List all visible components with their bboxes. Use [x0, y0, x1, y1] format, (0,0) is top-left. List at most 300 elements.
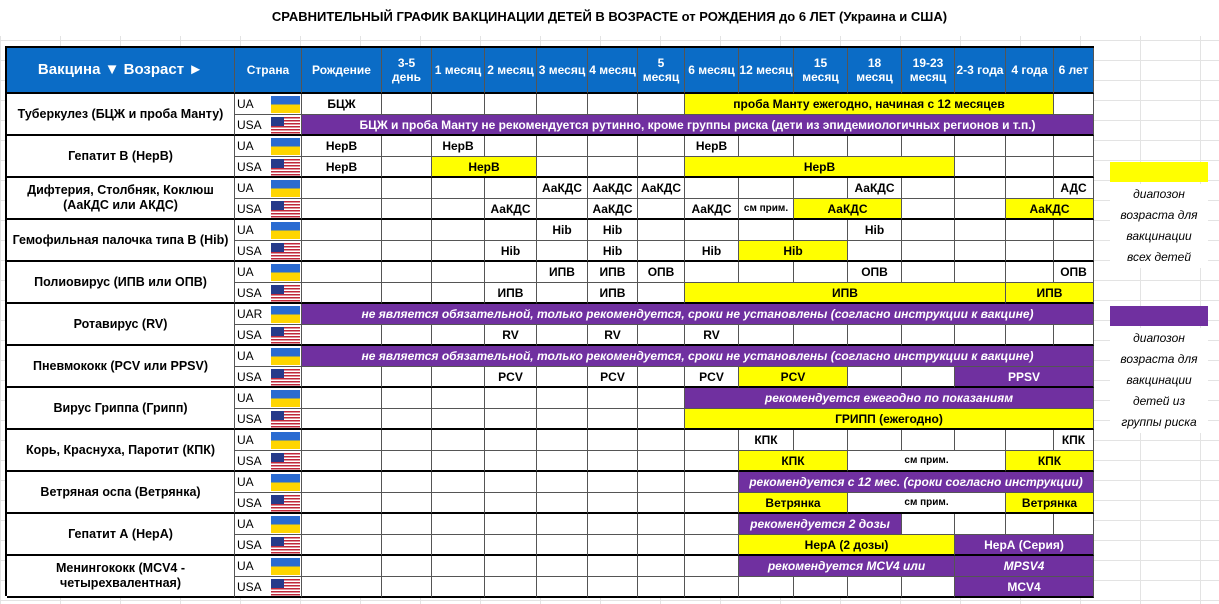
empty-cell — [955, 199, 1006, 220]
schedule-cell: БЦЖ и проба Манту не рекомендуется рутинно, кроме группы риска (дети из эпидемиологичных регионов и т.п.) — [302, 115, 1094, 136]
ukraine-flag-icon — [271, 390, 300, 407]
empty-cell — [588, 451, 638, 472]
empty-cell — [902, 136, 955, 157]
empty-cell — [1006, 178, 1054, 199]
usa-flag-icon — [271, 369, 300, 386]
empty-cell — [485, 535, 537, 556]
empty-cell — [685, 178, 739, 199]
age-header: 12 месяц — [739, 48, 794, 94]
empty-cell — [382, 367, 432, 388]
empty-cell — [685, 493, 739, 514]
schedule-cell: АаКДС — [685, 199, 739, 220]
empty-cell — [537, 535, 588, 556]
empty-cell — [302, 178, 382, 199]
age-header: 6 лет — [1054, 48, 1094, 94]
empty-cell — [302, 325, 382, 346]
empty-cell — [537, 325, 588, 346]
country-code: UA — [237, 139, 254, 153]
ukraine-flag-icon — [271, 306, 300, 323]
age-header: Рождение — [302, 48, 382, 94]
vaccine-name: Менингококк (MCV4 - четырехвалентная) — [7, 556, 235, 598]
legend-line: вакцинации — [1126, 373, 1192, 387]
schedule-cell: ОПВ — [1054, 262, 1094, 283]
schedule-cell: Hib — [848, 220, 902, 241]
vaccine-name: Ветряная оспа (Ветрянка) — [7, 472, 235, 514]
ukraine-flag-icon — [271, 180, 300, 197]
ukraine-flag-icon — [271, 432, 300, 449]
empty-cell — [432, 178, 485, 199]
empty-cell — [432, 472, 485, 493]
usa-flag-icon — [271, 411, 300, 428]
schedule-cell: не является обязательной, только рекомендуется, сроки не установлены (согласно инструкции к вакцине) — [302, 346, 1094, 367]
country-code: UAR — [237, 307, 263, 321]
empty-cell — [588, 136, 638, 157]
ukraine-flag-icon — [271, 348, 300, 365]
schedule-cell: рекомендуется 2 дозы — [739, 514, 902, 535]
empty-cell — [537, 577, 588, 598]
country-cell — [235, 157, 302, 178]
schedule-cell: КПК — [739, 430, 794, 451]
empty-cell — [537, 430, 588, 451]
empty-cell — [588, 514, 638, 535]
schedule-cell: рекомендуется ежегодно по показаниям — [685, 388, 1094, 409]
age-header: 4 месяц — [588, 48, 638, 94]
empty-cell — [537, 556, 588, 577]
country-code: USA — [237, 411, 262, 426]
empty-cell — [485, 262, 537, 283]
empty-cell — [382, 430, 432, 451]
empty-cell — [382, 577, 432, 598]
empty-cell — [432, 94, 485, 115]
empty-cell — [638, 535, 685, 556]
empty-cell — [485, 409, 537, 430]
country-cell — [235, 472, 302, 493]
empty-cell — [537, 514, 588, 535]
schedule-cell: НерВ — [432, 157, 537, 178]
legend-line: возраста для — [1120, 352, 1198, 366]
legend-line: возраста для — [1120, 208, 1198, 222]
empty-cell — [902, 241, 955, 262]
empty-cell — [1054, 220, 1094, 241]
legend-yellow-text — [1110, 184, 1208, 268]
schedule-cell: КПК — [1006, 451, 1094, 472]
empty-cell — [432, 556, 485, 577]
empty-cell — [955, 178, 1006, 199]
schedule-cell: Ветрянка — [739, 493, 848, 514]
empty-cell — [537, 367, 588, 388]
empty-cell — [685, 220, 739, 241]
country-cell — [235, 451, 302, 472]
empty-cell — [685, 577, 739, 598]
empty-cell — [485, 136, 537, 157]
vaccine-name: Дифтерия, Столбняк, Коклюш (АаКДС или АКДС) — [7, 178, 235, 220]
schedule-cell: АаКДС — [794, 199, 902, 220]
empty-cell — [432, 577, 485, 598]
empty-cell — [685, 535, 739, 556]
empty-cell — [382, 514, 432, 535]
empty-cell — [432, 325, 485, 346]
empty-cell — [537, 451, 588, 472]
empty-cell — [848, 325, 902, 346]
empty-cell — [848, 577, 902, 598]
empty-cell — [302, 577, 382, 598]
country-code: USA — [237, 327, 262, 342]
legend-purple-swatch — [1110, 306, 1208, 326]
empty-cell — [382, 220, 432, 241]
schedule-cell: MPSV4 — [955, 556, 1094, 577]
empty-cell — [1006, 157, 1054, 178]
empty-cell — [432, 451, 485, 472]
legend-purple-text — [1110, 328, 1208, 433]
empty-cell — [432, 493, 485, 514]
empty-cell — [432, 367, 485, 388]
empty-cell — [955, 430, 1006, 451]
country-code: USA — [237, 285, 262, 300]
ukraine-flag-icon — [271, 474, 300, 491]
schedule-cell: RV — [588, 325, 638, 346]
empty-cell — [794, 430, 848, 451]
empty-cell — [485, 430, 537, 451]
country-code: UA — [237, 265, 254, 279]
empty-cell — [302, 409, 382, 430]
empty-cell — [382, 409, 432, 430]
country-code: UA — [237, 517, 254, 531]
empty-cell — [794, 577, 848, 598]
empty-cell — [588, 556, 638, 577]
empty-cell — [955, 157, 1006, 178]
age-header: 15 месяц — [794, 48, 848, 94]
schedule-cell: PCV — [685, 367, 739, 388]
legend-line: всех детей — [1127, 250, 1191, 264]
empty-cell — [794, 178, 848, 199]
country-cell — [235, 199, 302, 220]
schedule-cell: ОПВ — [848, 262, 902, 283]
country-cell — [235, 136, 302, 157]
schedule-cell: PCV — [588, 367, 638, 388]
empty-cell — [382, 283, 432, 304]
usa-flag-icon — [271, 327, 300, 344]
empty-cell — [1006, 514, 1054, 535]
empty-cell — [382, 178, 432, 199]
age-header: 1 месяц — [432, 48, 485, 94]
empty-cell — [485, 451, 537, 472]
schedule-cell: КПК — [1054, 430, 1094, 451]
empty-cell — [537, 241, 588, 262]
schedule-cell: НерВ — [685, 157, 955, 178]
country-cell — [235, 220, 302, 241]
empty-cell — [1006, 430, 1054, 451]
country-cell — [235, 346, 302, 367]
usa-flag-icon — [271, 117, 300, 134]
empty-cell — [432, 262, 485, 283]
country-cell — [235, 178, 302, 199]
empty-cell — [302, 262, 382, 283]
empty-cell — [638, 94, 685, 115]
country-cell — [235, 430, 302, 451]
legend-line: диапозон — [1133, 331, 1185, 345]
age-header: 19-23 месяц — [902, 48, 955, 94]
empty-cell — [588, 94, 638, 115]
country-cell — [235, 283, 302, 304]
empty-cell — [955, 514, 1006, 535]
empty-cell — [588, 493, 638, 514]
usa-flag-icon — [271, 201, 300, 218]
empty-cell — [685, 451, 739, 472]
empty-cell — [1054, 157, 1094, 178]
empty-cell — [382, 262, 432, 283]
country-cell — [235, 514, 302, 535]
empty-cell — [382, 472, 432, 493]
ukraine-flag-icon — [271, 558, 300, 575]
country-cell — [235, 535, 302, 556]
empty-cell — [537, 199, 588, 220]
country-code: USA — [237, 453, 262, 468]
usa-flag-icon — [271, 579, 300, 596]
vaccine-name: Туберкулез (БЦЖ и проба Манту) — [7, 94, 235, 136]
empty-cell — [794, 262, 848, 283]
empty-cell — [302, 493, 382, 514]
schedule-cell: НерА (Серия) — [955, 535, 1094, 556]
empty-cell — [638, 388, 685, 409]
empty-cell — [955, 220, 1006, 241]
empty-cell — [537, 136, 588, 157]
empty-cell — [902, 220, 955, 241]
ukraine-flag-icon — [271, 96, 300, 113]
empty-cell — [432, 199, 485, 220]
empty-cell — [739, 220, 794, 241]
empty-cell — [432, 535, 485, 556]
country-code: UA — [237, 559, 254, 573]
empty-cell — [432, 430, 485, 451]
country-cell — [235, 94, 302, 115]
schedule-cell: ГРИПП (ежегодно) — [685, 409, 1094, 430]
empty-cell — [537, 388, 588, 409]
country-cell — [235, 493, 302, 514]
country-cell — [235, 262, 302, 283]
schedule-cell: ИПВ — [537, 262, 588, 283]
empty-cell — [1054, 94, 1094, 115]
empty-cell — [794, 136, 848, 157]
schedule-cell: см прим. — [848, 493, 1006, 514]
schedule-cell: рекомендуется MCV4 или — [739, 556, 955, 577]
vaccine-name: Пневмококк (PCV или PPSV) — [7, 346, 235, 388]
empty-cell — [588, 472, 638, 493]
empty-cell — [848, 430, 902, 451]
country-code: UA — [237, 391, 254, 405]
schedule-cell: Ветрянка — [1006, 493, 1094, 514]
age-header: 2-3 года — [955, 48, 1006, 94]
schedule-cell: БЦЖ — [302, 94, 382, 115]
schedule-cell: АаКДС — [485, 199, 537, 220]
empty-cell — [638, 220, 685, 241]
empty-cell — [739, 325, 794, 346]
schedule-cell: Hib — [485, 241, 537, 262]
empty-cell — [302, 430, 382, 451]
schedule-cell: MCV4 — [955, 577, 1094, 598]
empty-cell — [485, 220, 537, 241]
empty-cell — [432, 241, 485, 262]
empty-cell — [382, 241, 432, 262]
country-code: USA — [237, 579, 262, 594]
ukraine-flag-icon — [271, 264, 300, 281]
usa-flag-icon — [271, 285, 300, 302]
empty-cell — [902, 325, 955, 346]
empty-cell — [638, 367, 685, 388]
country-cell — [235, 241, 302, 262]
country-cell — [235, 304, 302, 325]
schedule-cell: АДС — [1054, 178, 1094, 199]
vaccine-name: Вирус Гриппа (Грипп) — [7, 388, 235, 430]
empty-cell — [382, 157, 432, 178]
legend-line: детей из — [1132, 394, 1186, 408]
schedule-cell: АаКДС — [588, 199, 638, 220]
empty-cell — [485, 94, 537, 115]
empty-cell — [382, 388, 432, 409]
empty-cell — [1006, 241, 1054, 262]
empty-cell — [848, 367, 902, 388]
vaccine-name: Полиовирус (ИПВ или ОПВ) — [7, 262, 235, 304]
schedule-cell: PCV — [739, 367, 848, 388]
schedule-cell: Hib — [537, 220, 588, 241]
usa-flag-icon — [271, 243, 300, 260]
empty-cell — [432, 283, 485, 304]
country-header: Страна — [235, 48, 302, 94]
empty-cell — [902, 367, 955, 388]
schedule-cell: рекомендуется с 12 мес. (сроки согласно инструкции) — [739, 472, 1094, 493]
empty-cell — [537, 493, 588, 514]
age-header: 3-5 день — [382, 48, 432, 94]
schedule-cell: не является обязательной, только рекомендуется, сроки не установлены (согласно инструкции к вакцине) — [302, 304, 1094, 325]
empty-cell — [302, 472, 382, 493]
empty-cell — [302, 220, 382, 241]
empty-cell — [537, 472, 588, 493]
empty-cell — [302, 535, 382, 556]
empty-cell — [902, 178, 955, 199]
empty-cell — [382, 325, 432, 346]
empty-cell — [537, 283, 588, 304]
empty-cell — [537, 409, 588, 430]
legend-line: группы риска — [1121, 415, 1197, 429]
schedule-cell: АаКДС — [638, 178, 685, 199]
empty-cell — [485, 472, 537, 493]
empty-cell — [739, 262, 794, 283]
empty-cell — [739, 178, 794, 199]
empty-cell — [955, 136, 1006, 157]
schedule-cell: Hib — [588, 241, 638, 262]
empty-cell — [382, 199, 432, 220]
empty-cell — [638, 577, 685, 598]
empty-cell — [848, 136, 902, 157]
ukraine-flag-icon — [271, 516, 300, 533]
country-cell — [235, 367, 302, 388]
empty-cell — [485, 388, 537, 409]
schedule-cell: PPSV — [955, 367, 1094, 388]
country-cell — [235, 556, 302, 577]
country-cell — [235, 115, 302, 136]
empty-cell — [588, 430, 638, 451]
legend-line: диапозон — [1133, 187, 1185, 201]
country-code: UA — [237, 181, 254, 195]
schedule-cell: ИПВ — [588, 262, 638, 283]
empty-cell — [432, 514, 485, 535]
schedule-cell: НерВ — [432, 136, 485, 157]
empty-cell — [638, 136, 685, 157]
schedule-cell: ИПВ — [588, 283, 638, 304]
schedule-cell: ИПВ — [1006, 283, 1094, 304]
empty-cell — [794, 220, 848, 241]
country-code: USA — [237, 537, 262, 552]
country-cell — [235, 409, 302, 430]
empty-cell — [902, 430, 955, 451]
schedule-cell: см прим. — [739, 199, 794, 220]
empty-cell — [588, 577, 638, 598]
empty-cell — [302, 283, 382, 304]
schedule-cell: RV — [485, 325, 537, 346]
page-title: СРАВНИТЕЛЬНЫЙ ГРАФИК ВАКЦИНАЦИИ ДЕТЕЙ В ВОЗРАСТЕ от РОЖДЕНИЯ до 6 ЛЕТ (Украина и США) — [0, 0, 1219, 36]
schedule-cell: НерВ — [302, 136, 382, 157]
schedule-cell: ОПВ — [638, 262, 685, 283]
empty-cell — [638, 409, 685, 430]
schedule-cell: АаКДС — [1006, 199, 1094, 220]
empty-cell — [955, 325, 1006, 346]
empty-cell — [638, 556, 685, 577]
empty-cell — [794, 325, 848, 346]
usa-flag-icon — [271, 537, 300, 554]
schedule-cell: ИПВ — [485, 283, 537, 304]
schedule-cell: PCV — [485, 367, 537, 388]
empty-cell — [588, 388, 638, 409]
empty-cell — [685, 472, 739, 493]
ukraine-flag-icon — [271, 222, 300, 239]
vaccine-name: Гемофильная палочка типа В (Hib) — [7, 220, 235, 262]
schedule-cell: АаКДС — [588, 178, 638, 199]
country-code: UA — [237, 97, 254, 111]
empty-cell — [432, 220, 485, 241]
empty-cell — [485, 577, 537, 598]
empty-cell — [302, 514, 382, 535]
empty-cell — [382, 556, 432, 577]
empty-cell — [955, 241, 1006, 262]
empty-cell — [1006, 220, 1054, 241]
empty-cell — [302, 199, 382, 220]
legend-yellow-swatch — [1110, 162, 1208, 182]
empty-cell — [1006, 325, 1054, 346]
empty-cell — [685, 514, 739, 535]
empty-cell — [382, 136, 432, 157]
age-header: 18 месяц — [848, 48, 902, 94]
empty-cell — [902, 262, 955, 283]
empty-cell — [302, 451, 382, 472]
schedule-cell: Hib — [685, 241, 739, 262]
schedule-cell: Hib — [739, 241, 848, 262]
empty-cell — [1006, 262, 1054, 283]
empty-cell — [382, 451, 432, 472]
country-code: USA — [237, 369, 262, 384]
age-header: 6 месяц — [685, 48, 739, 94]
schedule-cell: ИПВ — [685, 283, 1006, 304]
ukraine-flag-icon — [271, 138, 300, 155]
empty-cell — [537, 94, 588, 115]
country-cell — [235, 577, 302, 598]
empty-cell — [638, 493, 685, 514]
empty-cell — [302, 367, 382, 388]
empty-cell — [588, 409, 638, 430]
empty-cell — [638, 283, 685, 304]
empty-cell — [382, 493, 432, 514]
empty-cell — [432, 388, 485, 409]
country-code: USA — [237, 159, 262, 174]
country-code: UA — [237, 433, 254, 447]
